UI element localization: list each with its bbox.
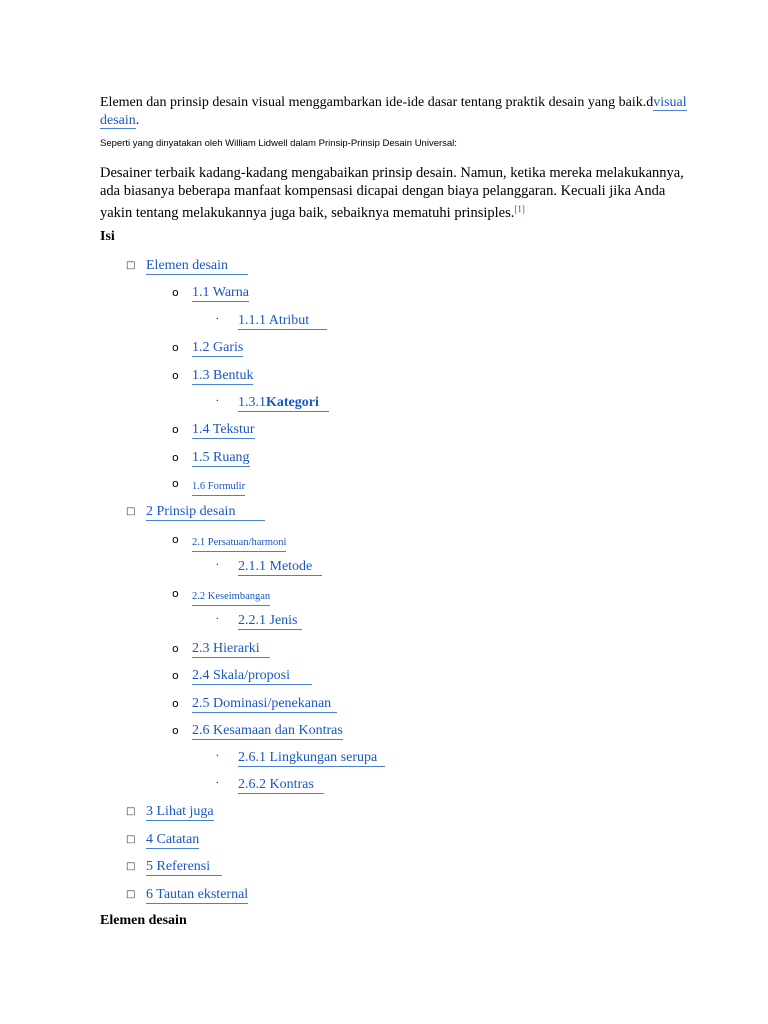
- toc-link[interactable]: [146, 859, 222, 876]
- toc-bullet: o: [172, 669, 179, 682]
- toc-bullet: .: [216, 748, 219, 759]
- toc-link-label: 1.6 Formulir: [192, 481, 246, 492]
- toc-bullet: o: [172, 724, 179, 737]
- toc-title: Isi: [100, 229, 115, 244]
- intro-line-2: [100, 112, 139, 130]
- intro-line-1: [100, 94, 687, 112]
- toc-bullet: o: [172, 369, 179, 382]
- toc-link[interactable]: [192, 479, 245, 496]
- toc-bullet: .: [216, 611, 219, 622]
- toc-link-label: 2.6.2 Kontras: [238, 777, 314, 792]
- toc-link[interactable]: [238, 395, 329, 412]
- toc-link[interactable]: [192, 340, 243, 357]
- toc-link-label: 2 Prinsip desain: [146, 504, 236, 519]
- toc-link[interactable]: [192, 535, 286, 552]
- intro-end: .: [135, 113, 140, 128]
- toc-link[interactable]: [238, 750, 385, 767]
- toc-link-bold-label: Kategori: [266, 395, 319, 410]
- toc-link-label: 1.3 Bentuk: [192, 368, 254, 383]
- toc-link[interactable]: [146, 832, 199, 849]
- toc-link-label: 2.1.1 Metode: [238, 559, 313, 574]
- toc-link-label: Elemen desain: [146, 258, 229, 273]
- toc-bullet: .: [216, 775, 219, 786]
- toc-link-label: 3 Lihat juga: [146, 804, 214, 819]
- toc-link-label: 1.5 Ruang: [192, 450, 250, 465]
- toc-link[interactable]: [238, 313, 327, 330]
- toc-link[interactable]: [192, 641, 270, 658]
- toc-link[interactable]: [146, 804, 214, 821]
- toc-bullet: □: [126, 260, 136, 271]
- toc-bullet: o: [172, 477, 179, 490]
- toc-link[interactable]: [238, 613, 302, 630]
- toc-link[interactable]: [146, 258, 248, 275]
- toc-link-label: 1.1 Warna: [192, 285, 249, 300]
- toc-link[interactable]: [192, 368, 253, 385]
- toc-link[interactable]: [146, 887, 248, 904]
- toc-bullet: □: [126, 506, 136, 517]
- toc-link[interactable]: [192, 723, 343, 740]
- toc-bullet: □: [126, 806, 136, 817]
- toc-link-label: 4 Catatan: [146, 832, 200, 847]
- toc-bullet: o: [172, 642, 179, 655]
- toc-link-label: 2.5 Dominasi/penekanan: [192, 696, 332, 711]
- toc-link-label: 1.1.1 Atribut: [238, 313, 310, 328]
- toc-bullet: o: [172, 587, 179, 600]
- section-heading: Elemen desain: [100, 913, 187, 928]
- toc-link-label: 2.1 Persatuan/harmoni: [192, 537, 287, 548]
- toc-link-label: 2.3 Hierarki: [192, 641, 260, 656]
- toc-bullet: o: [172, 697, 179, 710]
- toc-bullet: o: [172, 533, 179, 546]
- toc-link-label: 1.2 Garis: [192, 340, 244, 355]
- toc-link[interactable]: [238, 559, 322, 576]
- visual-link[interactable]: visual: [653, 95, 687, 110]
- toc-link[interactable]: [146, 504, 265, 521]
- toc-link-label: 5 Referensi: [146, 859, 211, 874]
- toc-link[interactable]: [192, 285, 249, 302]
- toc-link[interactable]: [192, 422, 255, 439]
- toc-link-label: 2.6.1 Lingkungan serupa: [238, 750, 378, 765]
- toc-link-label: 2.4 Skala/proposi: [192, 668, 290, 683]
- toc-link-label: 2.2 Keseimbangan: [192, 591, 271, 602]
- reference-link[interactable]: [1]: [514, 204, 525, 214]
- toc-bullet: □: [126, 889, 136, 900]
- toc-bullet: .: [216, 557, 219, 568]
- quote-paragraph: [100, 164, 700, 222]
- intro-text: Elemen dan prinsip desain visual menggambarkan ide-ide dasar tentang praktik desain yang baik.d: [100, 95, 654, 110]
- desain-link[interactable]: desain: [100, 113, 136, 128]
- toc-link[interactable]: [192, 450, 250, 467]
- toc-bullet: o: [172, 341, 179, 354]
- toc-bullet: □: [126, 834, 136, 845]
- toc-bullet: .: [216, 311, 219, 322]
- quote-text: Desainer terbaik kadang-kadang mengabaikan prinsip desain. Namun, ketika mereka melakukannya, ada biasanya beberapa manfaat kompensasi dicapai dengan biaya pelanggaran. Kecuali jika Anda yakin tentang melakukannya juga baik, sebaiknya mematuhi prinsiples.: [100, 165, 684, 221]
- toc-link[interactable]: [192, 696, 337, 713]
- toc-link-label: 1.4 Tekstur: [192, 422, 255, 437]
- toc-link[interactable]: [192, 668, 312, 685]
- toc-link-number: 1.3.1: [238, 395, 266, 410]
- toc-bullet: o: [172, 451, 179, 464]
- toc-bullet: o: [172, 286, 179, 299]
- toc-bullet: .: [216, 393, 219, 404]
- toc-link-label: 2.2.1 Jenis: [238, 613, 298, 628]
- toc-bullet: □: [126, 861, 136, 872]
- toc-link[interactable]: [192, 589, 270, 606]
- toc-link-label: 2.6 Kesamaan dan Kontras: [192, 723, 343, 738]
- quote-intro: Seperti yang dinyatakan oleh William Lidwell dalam Prinsip-Prinsip Desain Universal:: [100, 138, 457, 149]
- toc-bullet: o: [172, 423, 179, 436]
- toc-link[interactable]: [238, 777, 324, 794]
- toc-link-label: 6 Tautan eksternal: [146, 887, 249, 902]
